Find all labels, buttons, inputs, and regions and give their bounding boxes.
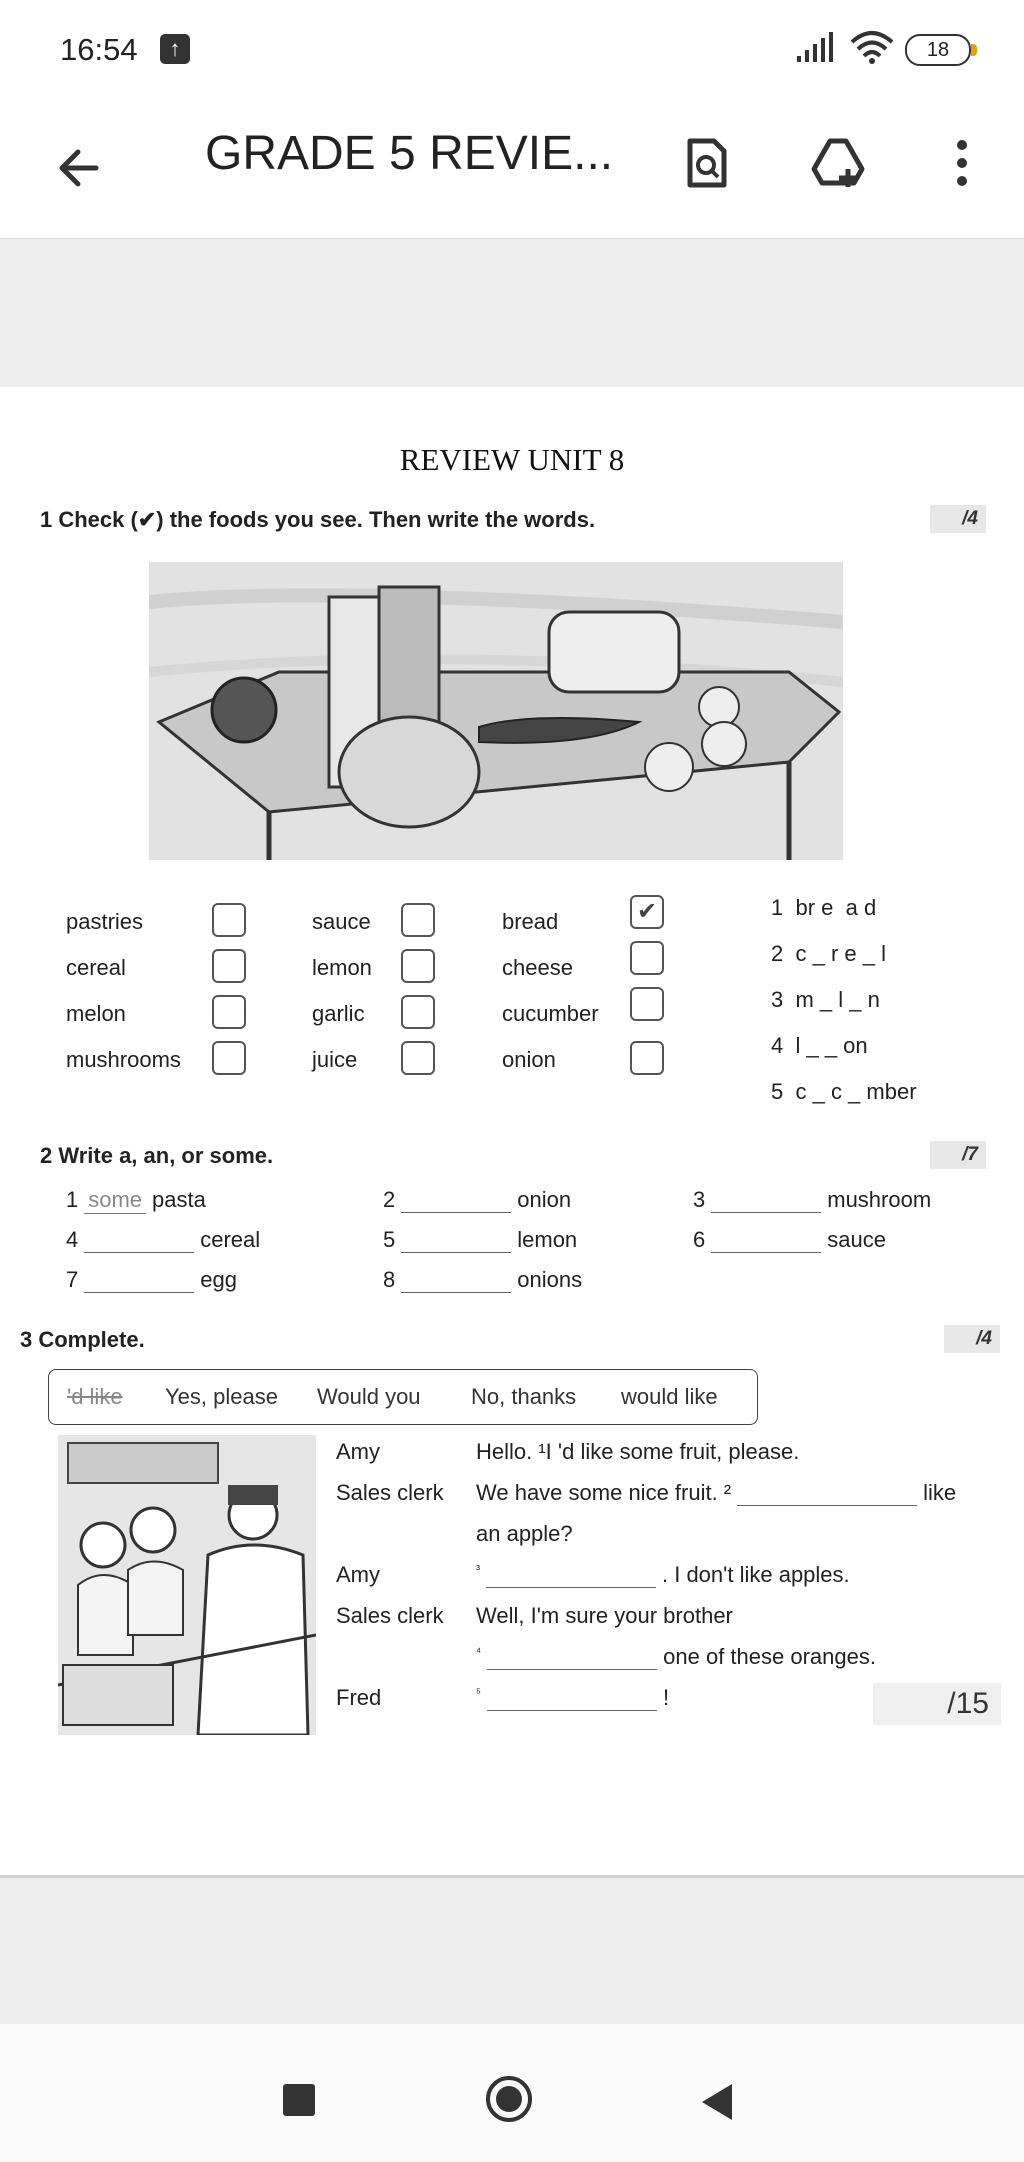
section2-item: 6 sauce [693,1227,886,1252]
answer-blank[interactable] [487,1649,657,1670]
answer-blank[interactable] [711,1232,821,1253]
word-bank-item: No, thanks [471,1384,577,1409]
section1-score: /4 [930,505,986,533]
section3-heading: 3 Complete. [20,1327,145,1352]
food-checkbox[interactable] [212,949,246,983]
word-puzzle: 3 m _ l _ n [771,987,880,1012]
food-label: cucumber [502,1001,599,1026]
dialogue-speaker: Sales clerk [336,1480,444,1505]
food-label: melon [66,1001,126,1026]
word-puzzle: 4 l _ _ on [771,1033,868,1058]
answer-blank[interactable] [737,1485,917,1506]
word-puzzle: 5 c _ c _ mber [771,1079,917,1104]
dialogue-line: $^{^5}$ ! [476,1685,670,1710]
food-table-illustration [149,562,843,860]
recent-apps-icon[interactable] [283,2084,315,2116]
app-bar [0,100,1024,239]
food-checkbox[interactable] [630,1041,664,1075]
section2-item: 8 onions [383,1267,583,1292]
dialogue-speaker: Amy [336,1439,380,1464]
back-arrow-icon[interactable] [50,138,110,198]
total-score: /15 [873,1683,1001,1725]
dialogue-speaker: Sales clerk [336,1603,444,1628]
food-checkbox[interactable] [401,949,435,983]
word-bank [48,1369,758,1425]
food-checkbox[interactable] [401,903,435,937]
section2-item: 3 mushroom [693,1187,932,1212]
food-label: lemon [312,955,372,980]
food-label: pastries [66,909,144,934]
shop-illustration [58,1435,316,1735]
word-puzzle: 2 c _ r e _ l [771,941,886,966]
section2-score: /7 [930,1141,986,1169]
more-options-icon[interactable] [932,133,992,193]
back-icon[interactable] [702,2084,732,2120]
status-time: 16:54 [60,32,138,67]
page-title: REVIEW UNIT 8 [399,442,625,477]
food-checkbox[interactable] [212,903,246,937]
food-label: cereal [66,955,126,980]
food-label: sauce [312,909,371,934]
home-icon[interactable] [486,2076,532,2122]
food-checkbox[interactable] [401,995,435,1029]
section2-item: 2 onion [383,1187,572,1212]
food-checkbox[interactable] [212,1041,246,1075]
section2-heading: 2 Write a, an, or some. [40,1143,274,1168]
status-bar [0,0,1024,100]
answer-blank[interactable] [84,1272,194,1293]
dialogue-line: We have some nice fruit. ² like [476,1480,957,1505]
word-bank-item: would like [621,1384,718,1409]
food-checkbox[interactable] [401,1041,435,1075]
food-label: bread [502,909,559,934]
word-bank-item: 'd like [67,1384,123,1409]
answer-blank[interactable] [487,1690,657,1711]
answer-blank[interactable] [401,1232,511,1253]
dialogue-line: an apple? [476,1521,573,1546]
food-checkbox[interactable] [212,995,246,1029]
section2-item: 4 cereal [66,1227,261,1252]
section2-item: 5 lemon [383,1227,578,1252]
section2-item: 1 some pasta [66,1187,206,1212]
answer-blank[interactable] [401,1272,511,1293]
word-bank-item: Would you [317,1384,421,1409]
wifi-icon [850,30,894,64]
food-label: cheese [502,955,573,980]
section3-score: /4 [944,1325,1000,1353]
signal-icon [795,30,835,64]
word-puzzle: 1 br e a d [771,895,877,920]
food-checkbox[interactable]: ✔ [630,895,664,929]
answer-blank[interactable] [486,1567,656,1588]
dialogue-speaker: Amy [336,1562,380,1587]
food-checkbox[interactable] [630,987,664,1021]
food-label: juice [312,1047,358,1072]
add-to-drive-icon[interactable] [808,133,868,193]
answer-blank[interactable] [401,1192,511,1213]
dialogue-line: $^{^3}$ . I don't like apples. [476,1562,850,1587]
answer-blank[interactable] [711,1192,821,1213]
page-gap-top [0,239,1024,387]
section2-item: 7 egg [66,1267,237,1292]
food-label: onion [502,1047,556,1072]
answer-blank[interactable] [84,1232,194,1253]
dialogue-line: $^{^4}$ one of these oranges. [476,1644,876,1669]
dialogue-line: Well, I'm sure your brother [476,1603,733,1628]
upload-icon: ↑ [160,34,190,64]
battery-icon: 18 [905,34,971,66]
food-label: garlic [312,1001,365,1026]
word-bank-item: Yes, please [165,1384,278,1409]
search-in-document-icon[interactable] [676,133,736,193]
page-gap-bottom [0,1878,1024,2024]
food-checkbox[interactable] [630,941,664,975]
document-page[interactable] [0,387,1024,1878]
dialogue-speaker: Fred [336,1685,382,1710]
section1-heading: 1 Check (✔) the foods you see. Then write the words. [40,507,596,532]
document-title: GRADE 5 REVIE... [205,127,614,180]
dialogue-line: Hello. ¹I 'd like some fruit, please. [476,1439,800,1464]
system-nav-bar [0,2024,1024,2162]
food-label: mushrooms [66,1047,181,1072]
